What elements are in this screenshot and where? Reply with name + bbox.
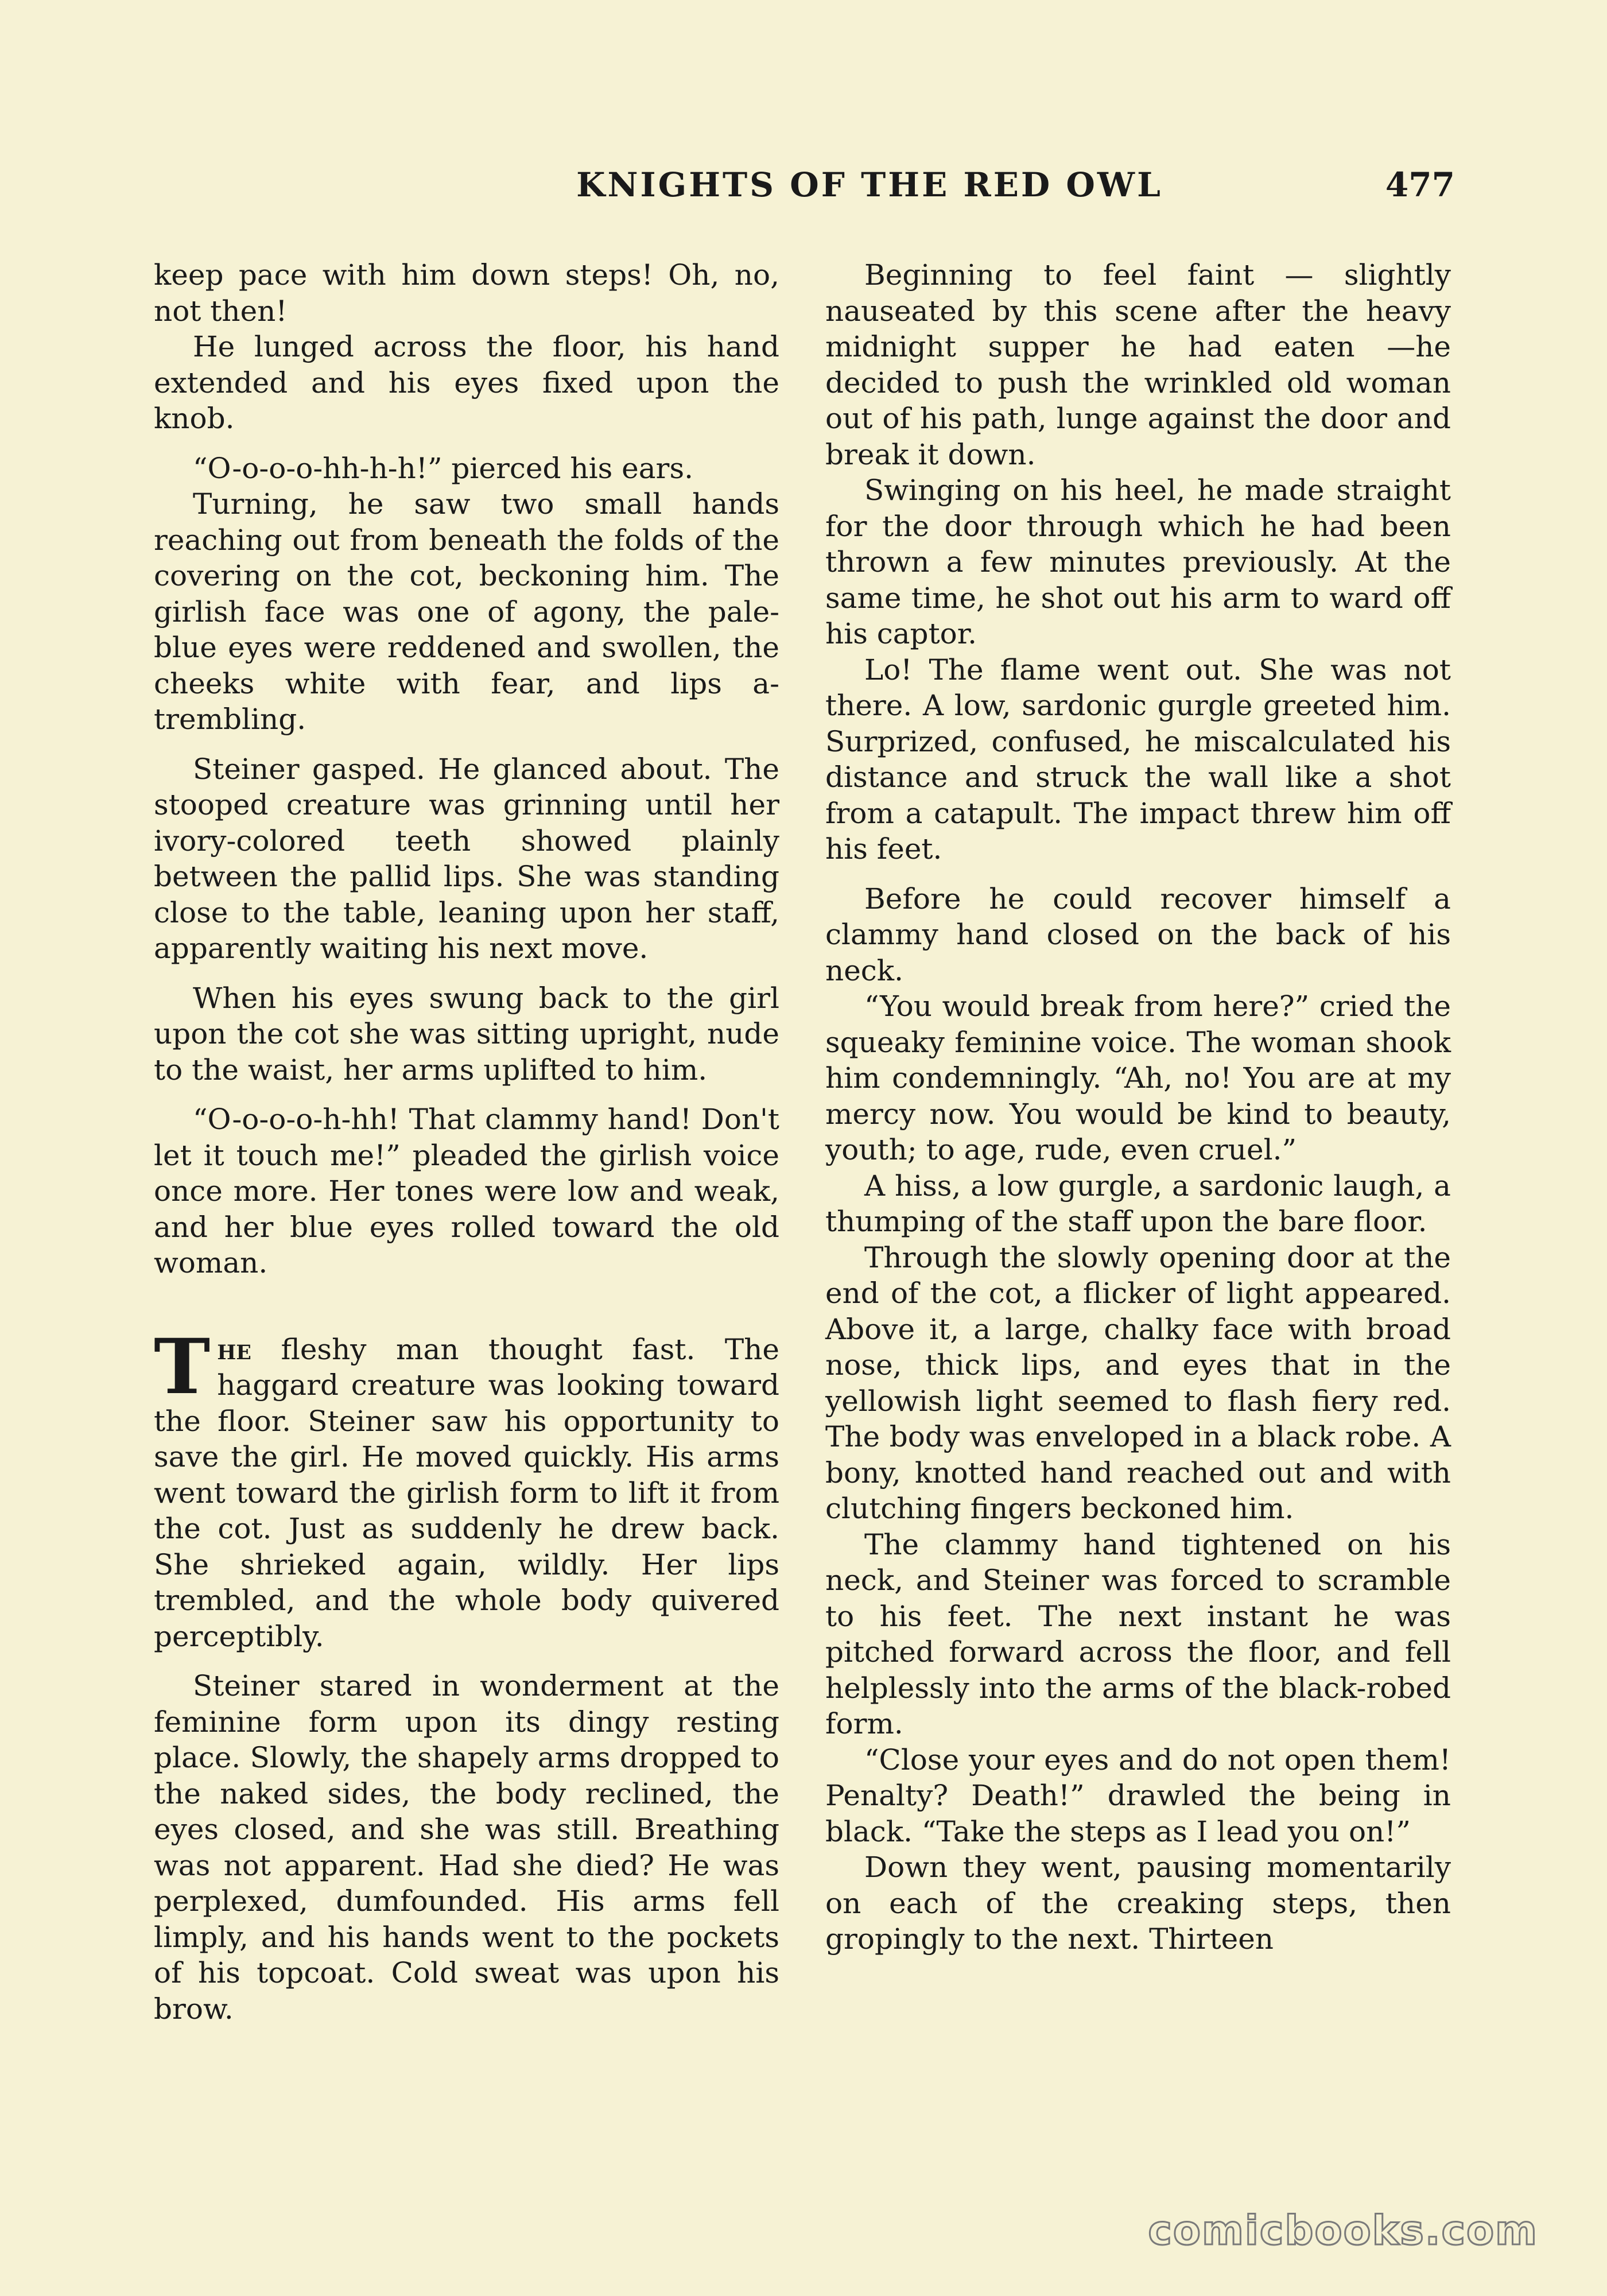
paragraph: Lo! The flame went out. She was not there. A low, sardonic gurgle greeted him. Surprized, confused, he miscalculated his distance and struck the wall like a shot from a catapult. The impact threw him off his feet. — [825, 653, 1451, 866]
paragraph: Swinging on his heel, he made straight for the door through which he had been thrown a few minutes previously. At the same time, he shot out his arm to ward off his captor. — [825, 474, 1451, 650]
paragraph: Through the slowly opening door at the end of the cot, a flicker of light appeared. Above it, a large, chalky face with broad nose, thick lips, and eyes that in the yellowish light seemed to flash fiery red. The body was enveloped in a black robe. A bony, knotted hand reached out and with clutching fingers beckoned him. — [825, 1240, 1451, 1525]
paragraph: When his eyes swung back to the girl upon the cot she was sitting upright, nude to the waist, her arms uplifted to him. — [154, 981, 779, 1087]
section-opening-paragraph — [154, 1322, 779, 1655]
left-column — [154, 257, 779, 2027]
right-column — [825, 257, 1451, 1957]
page-header — [152, 165, 1455, 217]
running-head: KNIGHTS OF THE RED OWL — [576, 165, 1163, 204]
paragraph: keep pace with him down steps! Oh, no, not then! — [154, 258, 779, 328]
paragraph: Before he could recover himself a clammy hand closed on the back of his neck. — [825, 882, 1451, 987]
paragraph: “O-o-o-o-h-hh! That clammy hand! Don't let it touch me!” pleaded the girlish voice once more. Her tones were low and weak, and her blue eyes rolled toward the old woman. — [154, 1103, 779, 1279]
paragraph-text: fleshy man thought fast. The haggard creature was looking toward the floor. Steiner saw his opportunity to save the girl. He moved quickly. His arms went toward the girlish form to lift it from the cot. Just as suddenly he drew back. She shrieked again, wildly. Her lips trembled, and the whole body quivered perceptibly. — [154, 1332, 779, 1653]
drop-cap: T — [154, 1322, 211, 1411]
paragraph: He lunged across the floor, his hand extended and his eyes fixed upon the knob. — [154, 330, 779, 435]
paragraph: The clammy hand tightened on his neck, and Steiner was forced to scramble to his feet. The next instant he was pitched forward across the floor, and fell helplessly into the arms of the black-robed form. — [825, 1527, 1451, 1740]
paragraph: Steiner gasped. He glanced about. The stooped creature was grinning until her ivory-colored teeth showed plainly between the pallid lips. She was standing close to the table, leaning upon her staff, apparently waiting his next move. — [154, 752, 779, 965]
paragraph: Down they went, pausing momentarily on each of the creaking steps, then gropingly to the next. Thirteen — [825, 1851, 1451, 1956]
paragraph: Steiner stared in wonderment at the feminine form upon its dingy resting place. Slowly, the shapely arms dropped to the naked sides, the body reclined, the eyes closed, and she was still. Breathing was not apparent. Had she died? He was perplexed, dumfounded. His arms fell limply, and his hands went to the pockets of his topcoat. Cold sweat was upon his brow. — [154, 1669, 779, 2026]
paragraph: Turning, he saw two small hands reaching out from beneath the folds of the covering on the cot, beckoning him. The girlish face was one of agony, the pale-blue eyes were reddened and swollen, the cheeks white with fear, and lips a-trembling. — [154, 487, 779, 736]
paragraph: Beginning to feel faint — slightly nauseated by this scene after the heavy midnight supper he had eaten —he decided to push the wrinkled old woman out of his path, lunge against the door and break it down. — [825, 258, 1451, 471]
small-caps-lead: he — [217, 1332, 251, 1366]
paragraph: A hiss, a low gurgle, a sardonic laugh, a thumping of the staff upon the bare floor. — [825, 1169, 1451, 1238]
paragraph: “You would break from here?” cried the squeaky feminine voice. The woman shook him condemningly. “Ah, no! You are at my mercy now. You would be kind to beauty, youth; to age, rude, even cruel.” — [825, 990, 1451, 1166]
paragraph: “Close your eyes and do not open them! Penalty? Death!” drawled the being in black. “Take the steps as I lead you on!” — [825, 1743, 1451, 1848]
watermark: comicbooks.com — [1148, 2207, 1538, 2254]
paragraph: “O-o-o-o-hh-h-h!” pierced his ears. — [193, 451, 693, 485]
page-number: 477 — [1385, 165, 1455, 204]
